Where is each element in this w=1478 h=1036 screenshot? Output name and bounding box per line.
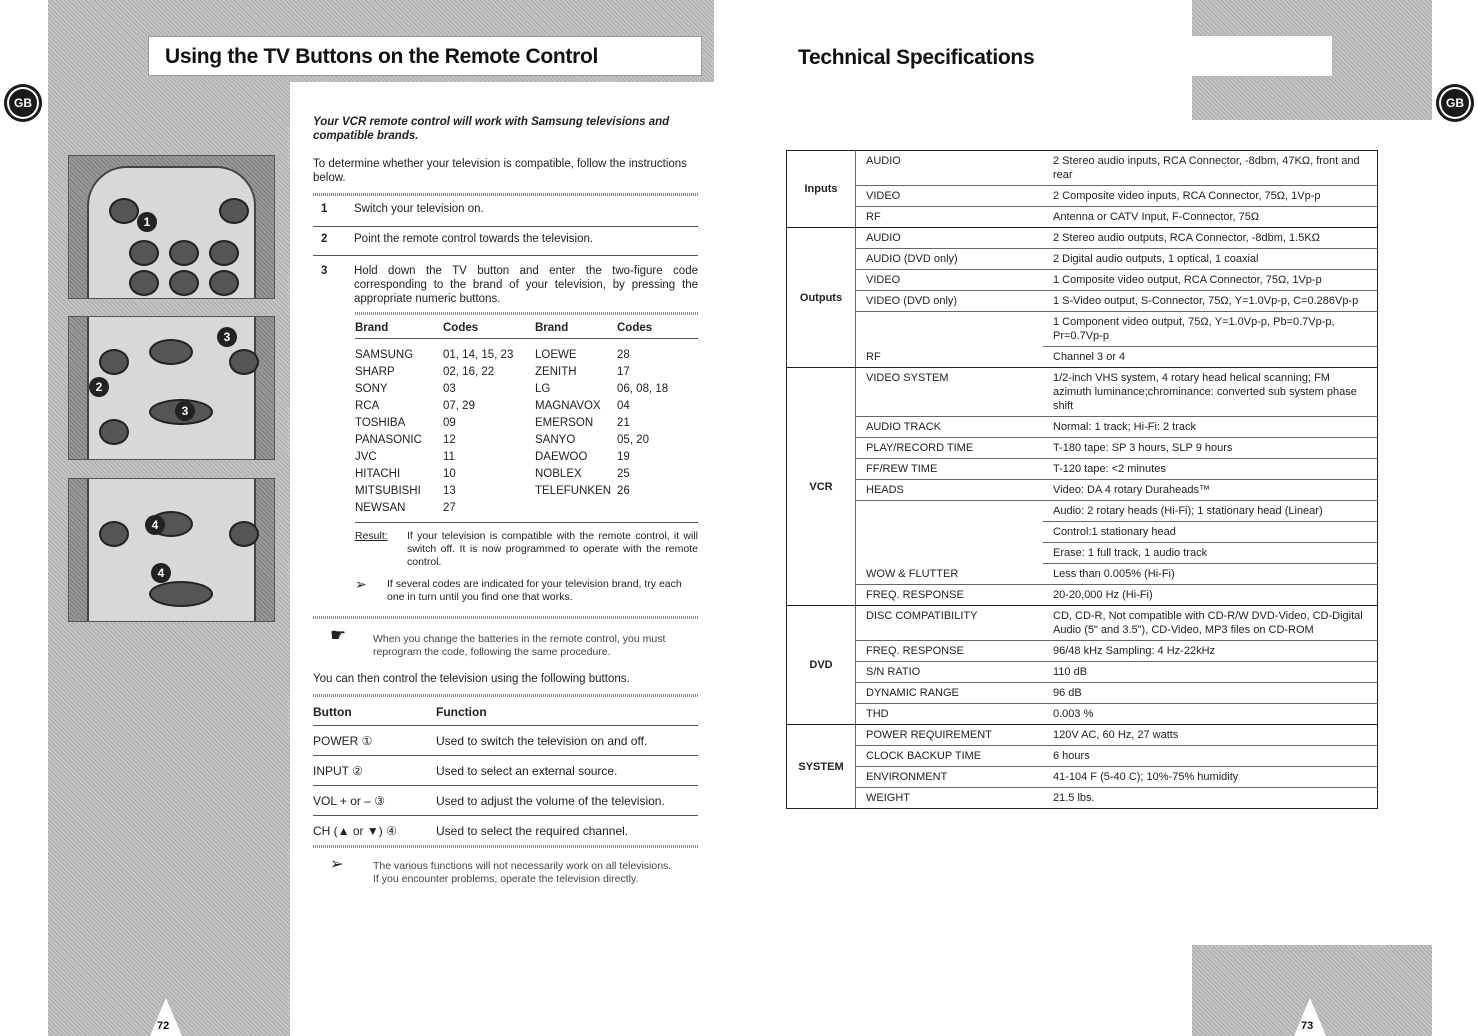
spec-row: AUDIO TRACK Normal: 1 track; Hi-Fi: 2 track	[787, 417, 1378, 438]
spec-row: FF/REW TIME T-120 tape: <2 minutes	[787, 459, 1378, 480]
codes-row: RCA 07, 29 MAGNAVOX 04	[355, 399, 630, 412]
brand-codes-table: Brand Codes Brand Codes SAMSUNG 01, 14, 15, 23 LOEWE 28 SHARP 02, 16, 22 ZENITH 17 SONY 03 LG 06, 08, 18 RCA 07, 29 MAGNAVOX 04 TOSHIBA 09 EMERSON 21 PANASONIC 12 SANYO 05, 20 JVC 11 DAEWOO 19 HITACHI 10 NOBLEX 25 MITSUBISHI 13 TELEFUNKEN 26 NEWSAN 27	[355, 318, 698, 516]
spec-row: Control:1 stationary head	[787, 522, 1378, 543]
spec-row: AUDIO (DVD only) 2 Digital audio outputs, 1 optical, 1 coaxial	[787, 249, 1378, 270]
spec-row: Erase: 1 full track, 1 audio track	[787, 543, 1378, 564]
page-number-left: 72	[150, 998, 182, 1036]
spec-group-label: Outputs	[787, 228, 856, 368]
page-title: Using the TV Buttons on the Remote Control	[165, 45, 599, 68]
region-badge-right: GB	[1436, 84, 1474, 122]
spec-row: WOW & FLUTTER Less than 0.005% (Hi-Fi)	[787, 564, 1378, 585]
spec-row: DYNAMIC RANGE 96 dB	[787, 683, 1378, 704]
spec-row: PLAY/RECORD TIME T-180 tape: SP 3 hours, SLP 9 hours	[787, 438, 1378, 459]
arrow-tip-icon: ➢	[330, 856, 344, 873]
spec-row: FREQ. RESPONSE 20-20,000 Hz (Hi-Fi)	[787, 585, 1378, 606]
codes-row: NEWSAN 27	[355, 501, 456, 514]
left-title-box	[148, 36, 702, 76]
spec-row: WEIGHT 21.5 lbs.	[787, 788, 1378, 809]
codes-row: HITACHI 10 NOBLEX 25	[355, 467, 630, 480]
spec-table	[786, 150, 1378, 809]
remote-image-channel: 4 4	[68, 478, 275, 622]
then-text: You can then control the television using the following buttons.	[313, 673, 630, 685]
spec-row: VIDEO (DVD only) 1 S-Video output, S-Connector, 75Ω, Y=1.0Vp-p, C=0.286Vp-p	[787, 291, 1378, 312]
spec-row: S/N RATIO 110 dB	[787, 662, 1378, 683]
remote-image-input-vol: 3 2 3	[68, 316, 275, 460]
spec-row: VIDEO 2 Composite video inputs, RCA Connector, 75Ω, 1Vp-p	[787, 186, 1378, 207]
region-badge-left: GB	[4, 84, 42, 122]
spec-row: FREQ. RESPONSE 96/48 kHz Sampling: 4 Hz-22kHz	[787, 641, 1378, 662]
spec-row: CLOCK BACKUP TIME 6 hours	[787, 746, 1378, 767]
page-number-right: 73	[1294, 998, 1326, 1036]
codes-row: PANASONIC 12 SANYO 05, 20	[355, 433, 649, 446]
spec-row: Outputs AUDIO 2 Stereo audio outputs, RCA Connector, -8dbm, 1.5KΩ	[787, 228, 1378, 249]
spec-row: VCR VIDEO SYSTEM 1/2-inch VHS system, 4 rotary head helical scanning; FM azimuth luminance;chrominance: converted sub system phase shift	[787, 368, 1378, 417]
intro-text: Your VCR remote control will work with Samsung televisions and compatible brands.	[313, 116, 670, 142]
spec-group-label: VCR	[787, 368, 856, 606]
codes-row: SAMSUNG 01, 14, 15, 23 LOEWE 28	[355, 348, 630, 361]
spec-row: THD 0.003 %	[787, 704, 1378, 725]
spec-group-label: SYSTEM	[787, 725, 856, 809]
codes-row: SONY 03 LG 06, 08, 18	[355, 382, 669, 395]
spec-row: Audio: 2 rotary heads (Hi-Fi); 1 stationary head (Linear)	[787, 501, 1378, 522]
right-title-box	[786, 36, 1332, 76]
spec-row: DVD DISC COMPATIBILITY CD, CD-R, Not compatible with CD-R/W DVD-Video, CD-Digital Audio (5" and 3.5"), CD-Video, MP3 files on CD-ROM	[787, 606, 1378, 641]
codes-row: MITSUBISHI 13 TELEFUNKEN 26	[355, 484, 630, 497]
remote-image-power: 1	[68, 155, 275, 299]
spec-row: VIDEO 1 Composite video output, RCA Connector, 75Ω, 1Vp-p	[787, 270, 1378, 291]
codes-row: JVC 11 DAEWOO 19	[355, 450, 630, 463]
lead-text: To determine whether your television is compatible, follow the instructions below.	[313, 158, 687, 184]
spec-title: Technical Specifications	[798, 46, 1035, 69]
codes-row: SHARP 02, 16, 22 ZENITH 17	[355, 365, 630, 378]
spec-group-label: Inputs	[787, 151, 856, 228]
spec-row: SYSTEM POWER REQUIREMENT 120V AC, 60 Hz, 27 watts	[787, 725, 1378, 746]
arrow-tip-icon: ➢	[355, 576, 367, 592]
pointing-hand-icon: ☛	[330, 625, 347, 645]
spec-row: 1 Component video output, 75Ω, Y=1.0Vp-p, Pb=0.7Vp-p, Pr=0.7Vp-p	[787, 312, 1378, 347]
spec-row: RF Channel 3 or 4	[787, 347, 1378, 368]
codes-row: TOSHIBA 09 EMERSON 21	[355, 416, 630, 429]
spec-group-label: DVD	[787, 606, 856, 725]
spec-row: RF Antenna or CATV Input, F-Connector, 75Ω	[787, 207, 1378, 228]
spec-row: Inputs AUDIO 2 Stereo audio inputs, RCA Connector, -8dbm, 47KΩ, front and rear	[787, 151, 1378, 186]
spec-row: HEADS Video: DA 4 rotary Duraheads™	[787, 480, 1378, 501]
spec-row: ENVIRONMENT 41-104 F (5-40 C); 10%-75% humidity	[787, 767, 1378, 788]
